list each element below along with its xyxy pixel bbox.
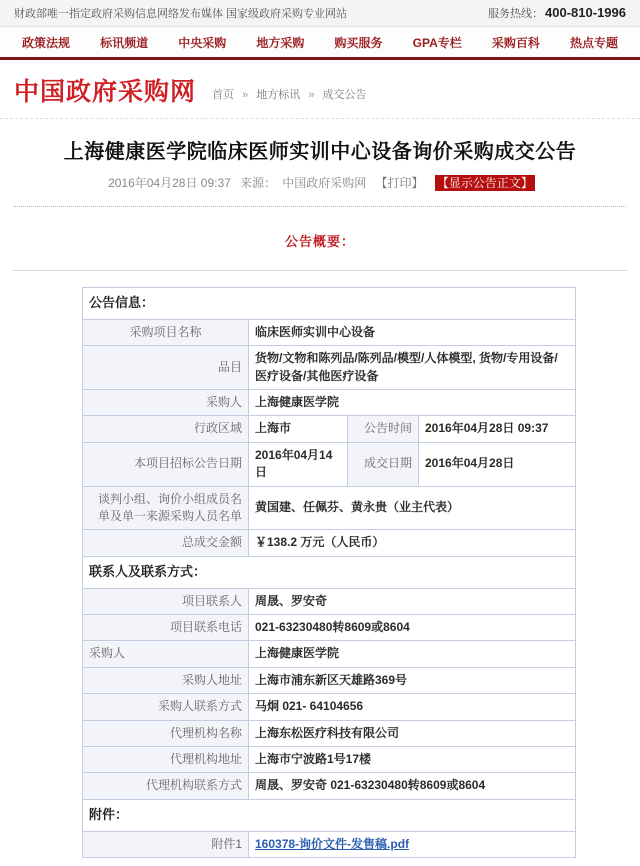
article-meta <box>0 174 640 191</box>
table-row-project-phone <box>83 614 576 640</box>
panel-members-label: 谈判小组、询价小组成员名单及单一来源采购人员名单 <box>83 486 249 530</box>
nav-item-news-channel[interactable]: 标讯频道 <box>100 36 149 50</box>
attachments-section-header: 附件： <box>83 799 576 831</box>
total-amount-value: ￥138.2 万元（人民币） <box>249 530 576 556</box>
site-tagline: 财政部唯一指定政府采购信息网络发布媒体 国家级政府采购专业网站 <box>14 8 348 20</box>
purchaser-contact-name-label: 采购人 <box>83 641 249 667</box>
category-value: 货物/文物和陈列品/陈列品/模型/人体模型, 货物/专用设备/医疗设备/其他医疗设备 <box>249 346 576 390</box>
table-row-total-amount <box>83 530 576 556</box>
hotline-number: 400-810-1996 <box>545 5 626 20</box>
announcement-summary-table <box>82 287 576 858</box>
nav-item-local-procurement[interactable]: 地方采购 <box>256 36 305 50</box>
breadcrumb-home[interactable]: 首页 <box>212 89 235 101</box>
breadcrumb-local-bidding[interactable]: 地方标讯 <box>256 89 301 101</box>
table-row-attachment-1 <box>83 831 576 857</box>
project-contact-value: 周晟、罗安奇 <box>249 588 576 614</box>
purchaser-contact-name-value: 上海健康医学院 <box>249 641 576 667</box>
deal-date-label: 成交日期 <box>348 442 419 486</box>
hotline-label: 服务热线： <box>488 8 544 20</box>
agency-address-value: 上海市宁波路1号17楼 <box>249 746 576 772</box>
agency-address-label: 代理机构地址 <box>83 746 249 772</box>
breadcrumb-separator: » <box>242 89 249 101</box>
agency-name-value: 上海东松医疗科技有限公司 <box>249 720 576 746</box>
project-phone-label: 项目联系电话 <box>83 614 249 640</box>
top-utility-bar <box>0 0 640 27</box>
table-row-agency-name <box>83 720 576 746</box>
table-row-panel-members <box>83 486 576 530</box>
region-label: 行政区域 <box>83 416 249 442</box>
summary-section-label: 公告概要： <box>284 234 355 249</box>
tender-announce-date-value: 2016年04月14日 <box>249 442 348 486</box>
nav-item-hot-topics[interactable]: 热点专题 <box>569 36 618 50</box>
table-row-tender-announce-date <box>83 442 576 486</box>
table-row-purchaser-phone <box>83 694 576 720</box>
breadcrumb <box>212 86 367 102</box>
purchaser-address-label: 采购人地址 <box>83 667 249 693</box>
table-row-project-name <box>83 319 576 345</box>
table-row-category <box>83 346 576 390</box>
table-row-purchaser-address <box>83 667 576 693</box>
nav-item-encyclopedia[interactable]: 采购百科 <box>491 36 540 50</box>
breadcrumb-current: 成交公告 <box>322 89 367 101</box>
deal-date-value: 2016年04月28日 <box>419 442 576 486</box>
region-value: 上海市 <box>249 416 348 442</box>
purchaser-value: 上海健康医学院 <box>249 390 576 416</box>
print-button[interactable]: 【打印】 <box>375 176 424 190</box>
category-label: 品目 <box>83 346 249 390</box>
nav-item-central-procurement[interactable]: 中央采购 <box>178 36 227 50</box>
announcement-info-section-header: 公告信息： <box>83 288 576 320</box>
publish-datetime: 2016年04月28日 09:37 <box>108 176 231 190</box>
publish-time-label: 公告时间 <box>348 416 419 442</box>
project-contact-label: 项目联系人 <box>83 588 249 614</box>
main-nav <box>0 27 640 60</box>
service-hotline <box>488 5 626 21</box>
table-row-purchaser-contact-name <box>83 641 576 667</box>
purchaser-phone-value: 马炯 021- 64104656 <box>249 694 576 720</box>
table-row-purchaser <box>83 390 576 416</box>
contact-info-section-header: 联系人及联系方式： <box>83 556 576 588</box>
breadcrumb-separator: » <box>308 89 315 101</box>
nav-item-gpa-column[interactable]: GPA专栏 <box>412 36 462 50</box>
nav-item-purchase-services[interactable]: 购买服务 <box>334 36 383 50</box>
page-title: 上海健康医学院临床医师实训中心设备询价采购成交公告 <box>63 141 577 163</box>
logo-breadcrumb-row <box>0 60 640 119</box>
source-label: 来源： <box>240 176 277 190</box>
purchaser-label: 采购人 <box>83 390 249 416</box>
table-row-contact-info <box>83 556 576 588</box>
agency-phone-label: 代理机构联系方式 <box>83 773 249 799</box>
purchaser-phone-label: 采购人联系方式 <box>83 694 249 720</box>
project-name-value: 临床医师实训中心设备 <box>249 319 576 345</box>
project-phone-value: 021-63230480转8609或8604 <box>249 614 576 640</box>
publish-time-value: 2016年04月28日 09:37 <box>419 416 576 442</box>
table-row-announcement-info <box>83 288 576 320</box>
table-row-project-contact <box>83 588 576 614</box>
solid-divider <box>12 270 628 271</box>
dotted-divider <box>14 206 626 207</box>
source-name: 中国政府采购网 <box>282 176 367 190</box>
panel-members-value: 黄国建、任佩芬、黄永贵（业主代表） <box>249 486 576 530</box>
article-header <box>0 119 640 271</box>
attachment-1-link[interactable]: 160378-询价文件-发售稿.pdf <box>255 836 410 851</box>
tender-announce-date-label: 本项目招标公告日期 <box>83 442 249 486</box>
project-name-label: 采购项目名称 <box>83 319 249 345</box>
purchaser-address-value: 上海市浦东新区天雄路369号 <box>249 667 576 693</box>
table-row-attachments <box>83 799 576 831</box>
attachment-1-value <box>249 831 576 857</box>
total-amount-label: 总成交金额 <box>83 530 249 556</box>
attachment-1-label: 附件1 <box>83 831 249 857</box>
table-row-region <box>83 416 576 442</box>
nav-item-policy[interactable]: 政策法规 <box>22 36 71 50</box>
site-logo[interactable]: 中国政府采购网 <box>14 78 197 106</box>
show-notice-button[interactable]: 【显示公告正文】 <box>436 176 533 190</box>
table-row-agency-address <box>83 746 576 772</box>
agency-phone-value: 周晟、罗安奇 021-63230480转8609或8604 <box>249 773 576 799</box>
agency-name-label: 代理机构名称 <box>83 720 249 746</box>
table-row-agency-phone <box>83 773 576 799</box>
